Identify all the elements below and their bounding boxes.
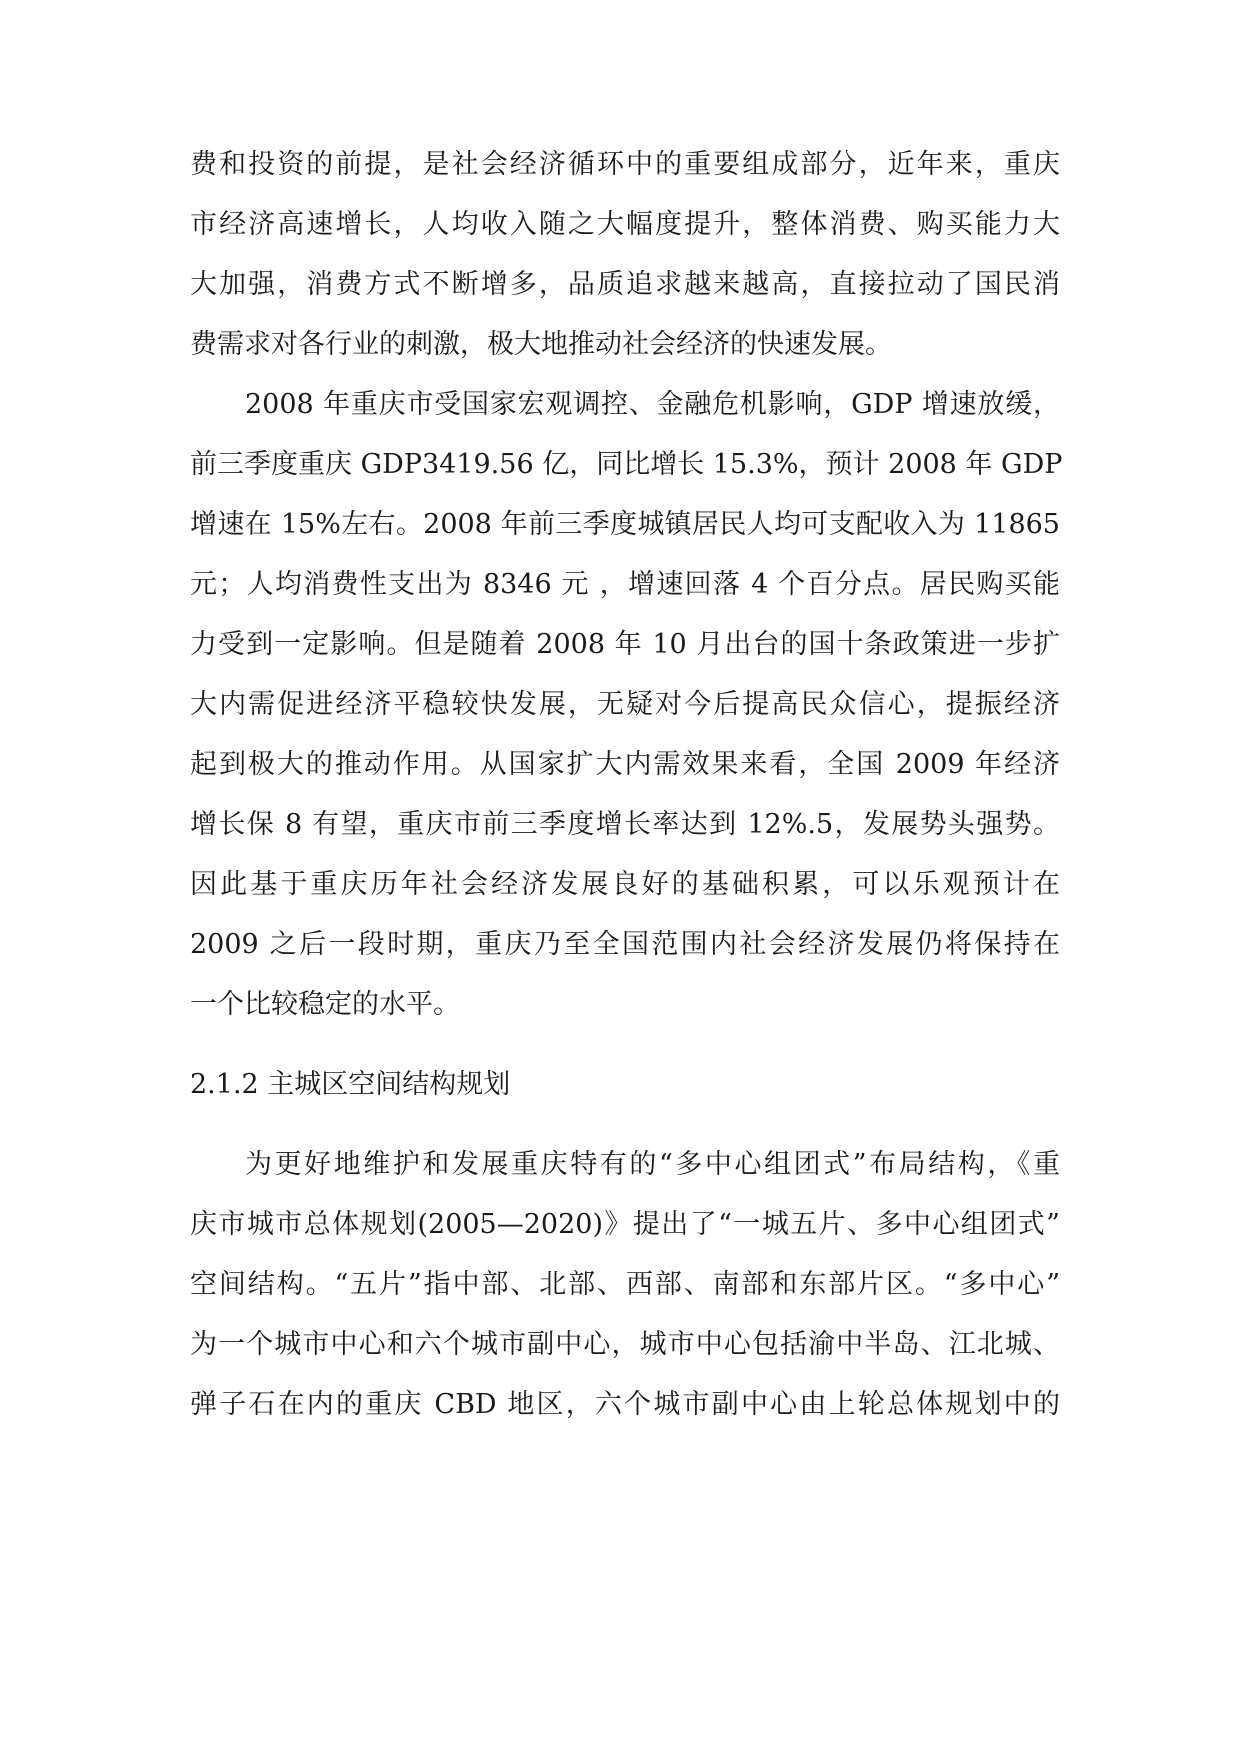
paragraph-1-line-1: 费和投资的前提，是社会经济循环中的重要组成部分，近年来，重庆 — [190, 149, 1060, 180]
paragraph-2-line-6: 大内需促进经济平稳较快发展，无疑对今后提高民众信心，提振经济 — [190, 689, 1060, 720]
paragraph-2-line-1: 2008 年重庆市受国家宏观调控、金融危机影响，GDP 增速放缓， — [245, 389, 1060, 420]
paragraph-2-line-4: 元；人均消费性支出为 8346 元 ，增速回落 4 个百分点。居民购买能 — [190, 569, 1060, 600]
section-heading: 2.1.2 主城区空间结构规划 — [190, 1069, 511, 1100]
paragraph-3-line-2: 庆市城市总体规划(2005—2020)》提出了“一城五片、多中心组团式” — [190, 1209, 1060, 1240]
paragraph-2-line-7: 起到极大的推动作用。从国家扩大内需效果来看，全国 2009 年经济 — [190, 749, 1060, 780]
paragraph-2-line-8: 增长保 8 有望，重庆市前三季度增长率达到 12%.5，发展势头强势。 — [190, 809, 1060, 840]
paragraph-3-line-4: 为一个城市中心和六个城市副中心，城市中心包括渝中半岛、江北城、 — [190, 1329, 1060, 1360]
paragraph-2-line-5: 力受到一定影响。但是随着 2008 年 10 月出台的国十条政策进一步扩 — [190, 629, 1060, 660]
paragraph-1-line-2: 市经济高速增长，人均收入随之大幅度提升，整体消费、购买能力大 — [190, 209, 1060, 240]
paragraph-2-line-10: 2009 之后一段时期，重庆乃至全国范围内社会经济发展仍将保持在 — [190, 929, 1060, 960]
paragraph-3-line-5: 弹子石在内的重庆 CBD 地区，六个城市副中心由上轮总体规划中的 — [190, 1389, 1060, 1420]
paragraph-3-line-1: 为更好地维护和发展重庆特有的“多中心组团式”布局结构，《重 — [245, 1149, 1060, 1180]
paragraph-1-line-4: 费需求对各行业的刺激，极大地推动社会经济的快速发展。 — [190, 329, 892, 360]
paragraph-2-line-9: 因此基于重庆历年社会经济发展良好的基础积累，可以乐观预计在 — [190, 869, 1060, 900]
paragraph-2-line-3: 增速在 15%左右。2008 年前三季度城镇居民人均可支配收入为 11865 — [190, 509, 1060, 540]
paragraph-3-line-3: 空间结构。“五片”指中部、北部、西部、南部和东部片区。“多中心” — [190, 1269, 1060, 1300]
paragraph-2-line-11: 一个比较稳定的水平。 — [190, 989, 460, 1020]
paragraph-2-line-2: 前三季度重庆 GDP3419.56 亿，同比增长 15.3%，预计 2008 年 GDP — [190, 449, 1063, 480]
paragraph-1-line-3: 大加强，消费方式不断增多，品质追求越来越高，直接拉动了国民消 — [190, 269, 1060, 300]
